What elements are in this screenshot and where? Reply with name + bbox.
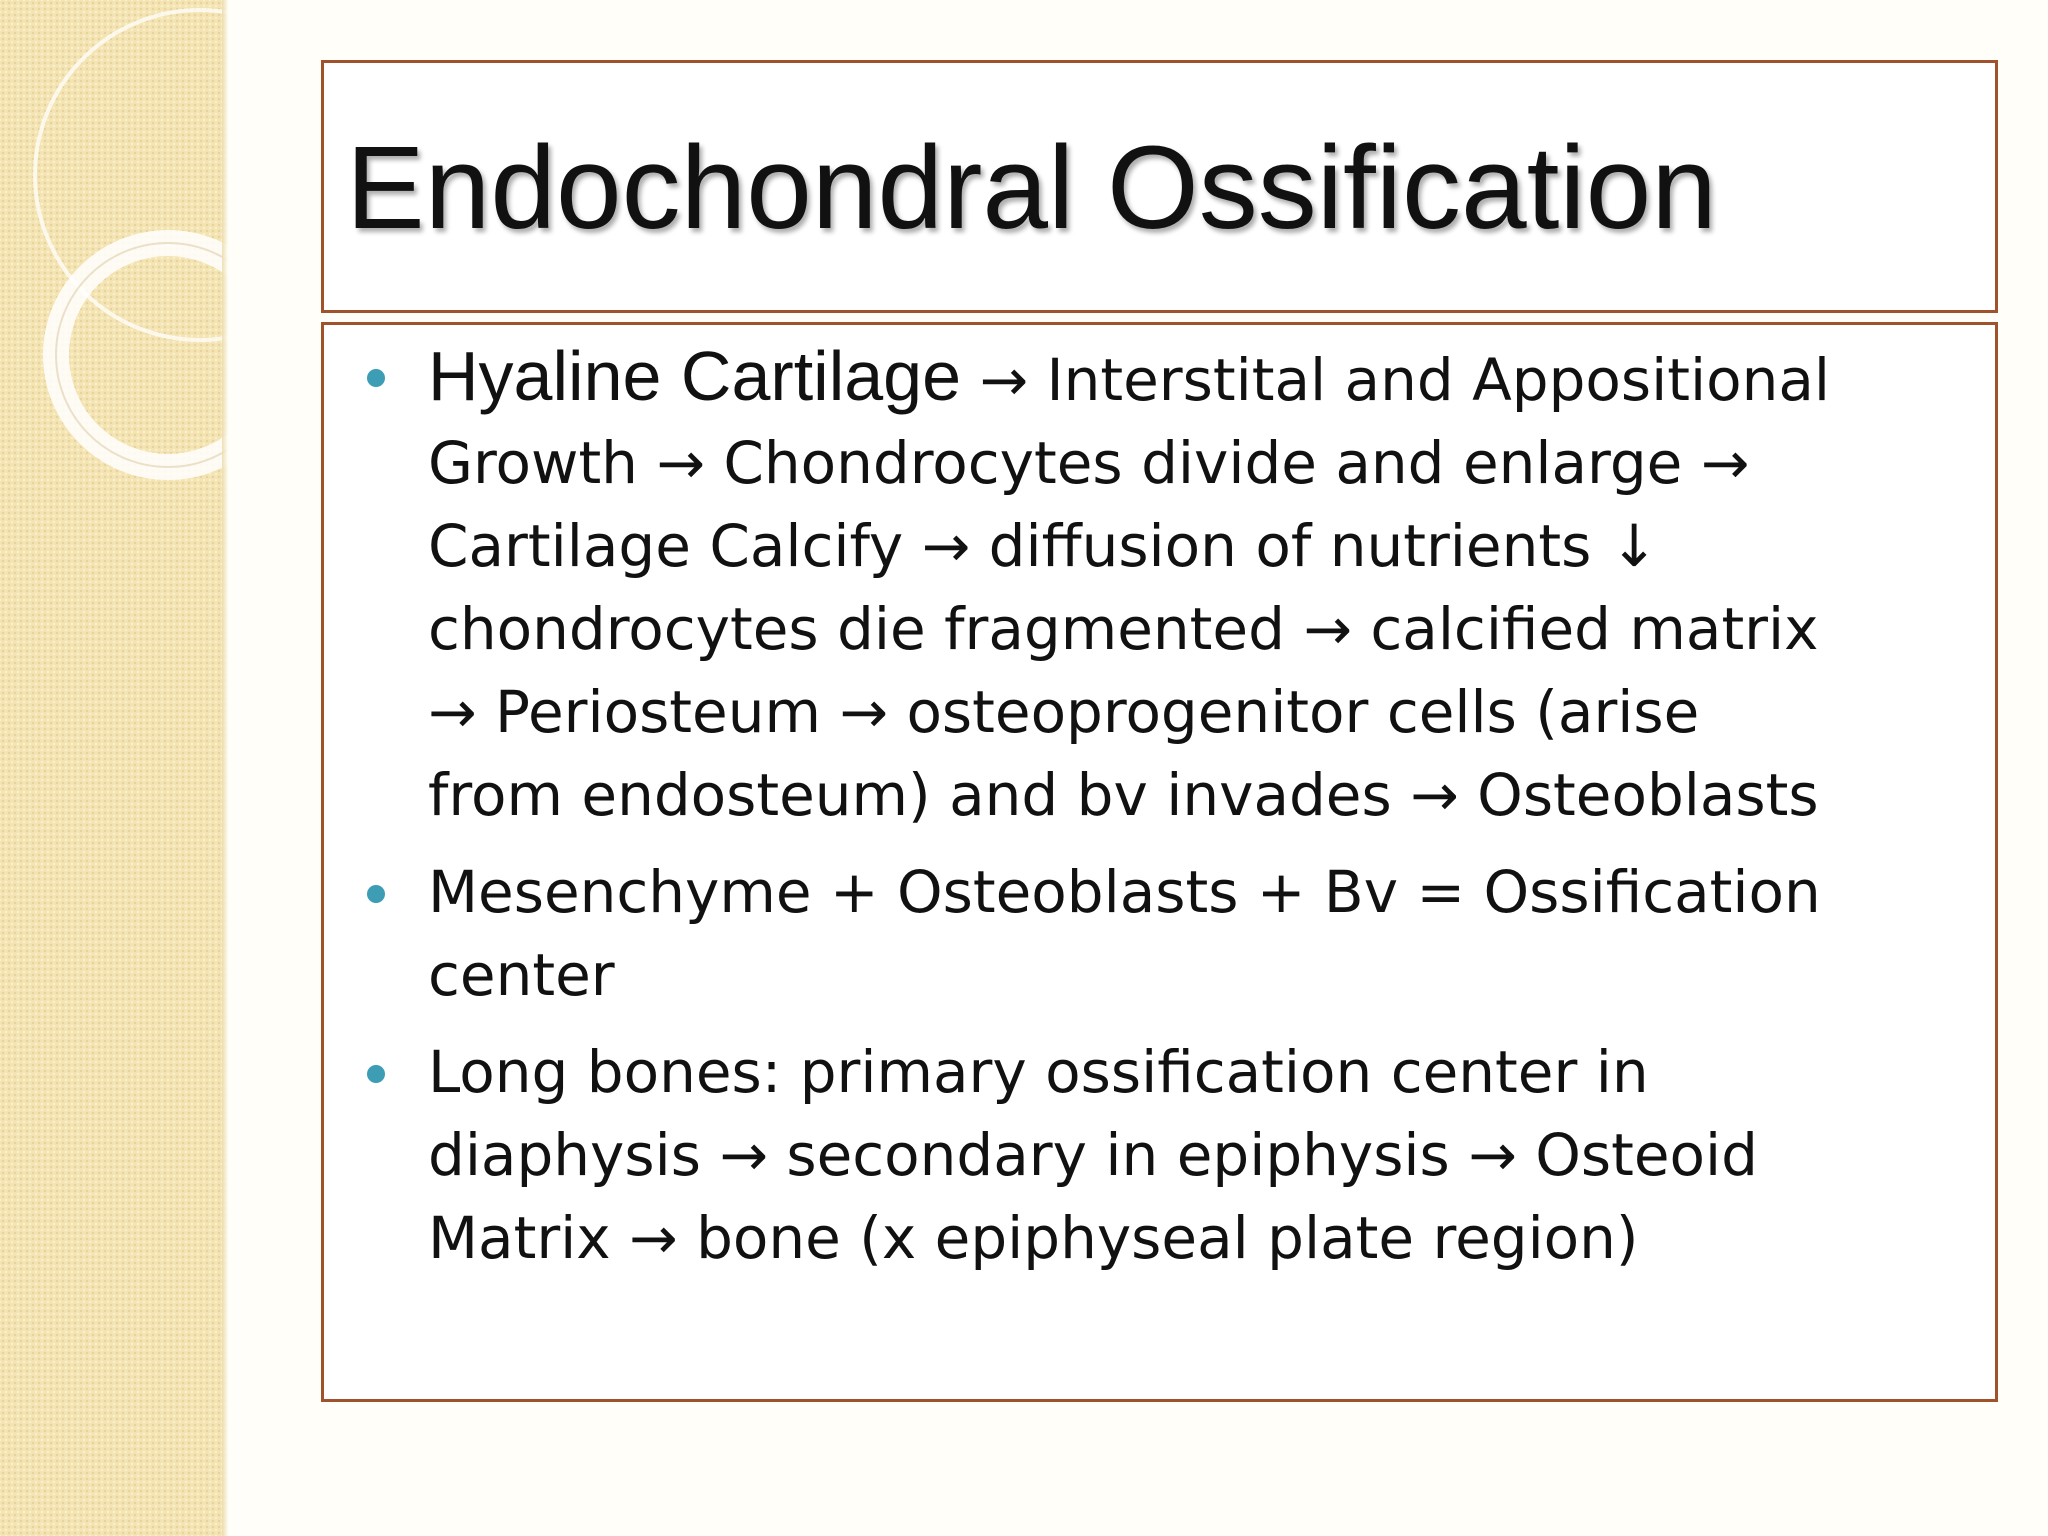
bullet-line: Mesenchyme + Osteoblasts + Bv = Ossification [428,858,1821,926]
decorative-rings-icon [0,0,228,520]
bullet-line: chondrocytes die fragmented → calcified matrix [428,595,1819,663]
bullet-item-2 [324,851,1995,1017]
bullet-list [324,335,1995,1294]
bullet-line: center [428,941,615,1009]
slide-title: Endochondral Ossification [346,122,1717,254]
bullet-line: Growth → Chondrocytes divide and enlarge → [428,429,1750,497]
title-box [321,60,1998,313]
bullet-line: → Periosteum → osteoprogenitor cells (arise [428,678,1700,746]
bullet-dot-icon [367,369,385,387]
bullet-line [428,335,1975,422]
bullet-item-3 [324,1031,1995,1280]
bullet-line: Long bones: primary ossification center in [428,1038,1649,1106]
bullet-dot-icon [367,885,385,903]
decorative-side-band [0,0,228,1536]
bullet-dot-icon [367,1065,385,1083]
bullet-line: Cartilage Calcify → diffusion of nutrients ↓ [428,512,1659,580]
bullet-line: Matrix → bone (x epiphyseal plate region) [428,1204,1639,1272]
bullet-item-1 [324,335,1995,837]
band-edge [222,0,228,1536]
bullet-line-text: → Interstital and Appositional [961,346,1830,414]
content-box [321,322,1998,1402]
bullet-line: from endosteum) and bv invades → Osteoblasts [428,761,1819,829]
bullet-lead-text: Hyaline Cartilage [428,337,962,415]
bullet-line: diaphysis → secondary in epiphysis → Osteoid [428,1121,1758,1189]
